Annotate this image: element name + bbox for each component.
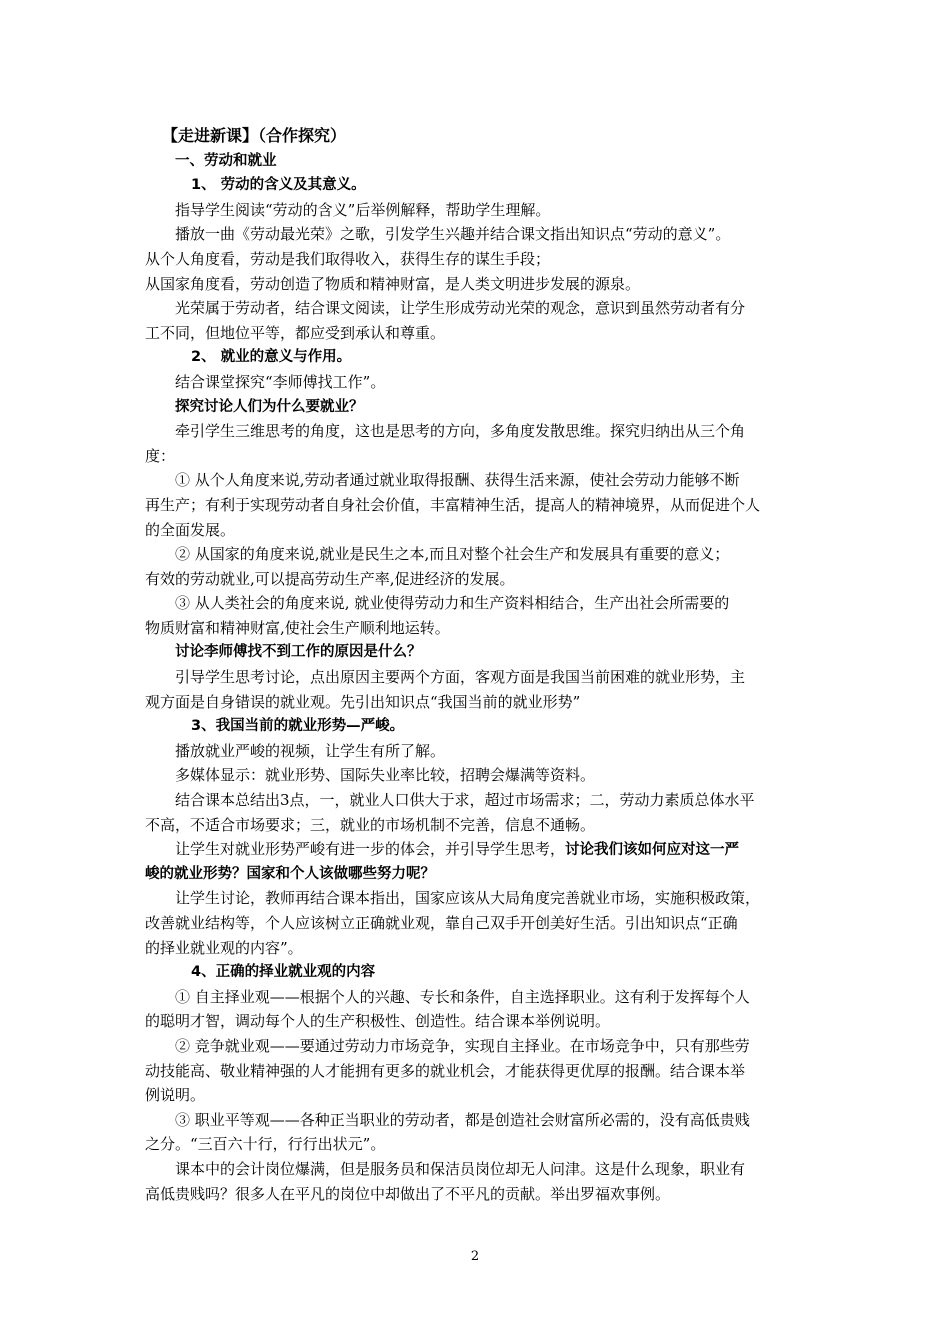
text-run: 让学生对就业形势严峻有进一步的体会，并引导学生思考， — [175, 840, 566, 859]
text-line: 工不同，但地位平等，都应受到承认和尊重。 — [145, 323, 446, 342]
text-line: 播放就业严峻的视频，让学生有所了解。 — [175, 741, 446, 760]
text-line: 例说明。 — [145, 1086, 206, 1105]
text-line: 再生产；有利于实现劳动者自身社会价值，丰富精神生活，提高人的精神境界，从而促进个人 — [145, 495, 761, 514]
text-line: 不高，不适合市场要求；三，就业的市场机制不完善，信息不通畅。 — [145, 815, 596, 834]
text-line: 3、我国当前的就业形势—严峻。 — [191, 718, 405, 735]
text-line: 结合课本总结出3点，一，就业人口供大于求，超过市场需求；二，劳动力素质总体水平 — [175, 791, 755, 810]
text-line: 让学生讨论，教师再结合课本指出，国家应该从大局角度完善就业市场，实施积极政策， — [175, 889, 761, 908]
text-line: 牵引学生三维思考的角度，这也是思考的方向，多角度发散思维。探究归纳出从三个角 — [175, 422, 746, 441]
text-line: 【走进新课】（合作探究） — [162, 126, 347, 145]
text-line: 之分。“三百六十行，行行出状元”。 — [145, 1135, 386, 1154]
text-line: 光荣属于劳动者，结合课文阅读，让学生形成劳动光荣的观念，意识到虽然劳动者有分 — [175, 299, 746, 318]
text-line: 2、 就业的意义与作用。 — [191, 349, 352, 366]
text-line: 播放一曲《劳动最光荣》之歌，引发学生兴趣并结合课文指出知识点“劳动的意义”。 — [175, 225, 731, 244]
text-line: 动技能高、敬业精神强的人才能拥有更多的就业机会，才能获得更优厚的报酬。结合课本举 — [145, 1061, 746, 1080]
document-body — [145, 124, 810, 1206]
text-line: 的聪明才智，调动每个人的生产积极性、创造性。结合课本举例说明。 — [145, 1012, 611, 1031]
text-line: ② 从国家的角度来说,就业是民生之本,而且对整个社会生产和发展具有重要的意义； — [175, 545, 730, 564]
text-line: ③ 从人类社会的角度来说, 就业使得劳动力和生产资料相结合，生产出社会所需要的 — [175, 594, 730, 613]
page-number: 2 — [470, 1249, 480, 1264]
text-line: 指导学生阅读“劳动的含义”后举例解释，帮助学生理解。 — [175, 200, 551, 219]
text-line: 多媒体显示：就业形势、国际失业率比较，招聘会爆满等资料。 — [175, 766, 596, 785]
text-line: 有效的劳动就业,可以提高劳动生产率,促进经济的发展。 — [145, 569, 515, 588]
text-line: ① 自主择业观——根据个人的兴趣、专长和条件，自主选择职业。这有利于发挥每个人 — [175, 987, 750, 1006]
text-line: 峻的就业形势？国家和个人该做哪些努力呢？ — [145, 865, 435, 882]
text-line: 观方面是自身错误的就业观。先引出知识点“我国当前的就业形势” — [145, 692, 581, 711]
text-line: ③ 职业平等观——各种正当职业的劳动者，都是创造社会财富所必需的，没有高低贵贱 — [175, 1110, 750, 1129]
text-line: 从个人角度看，劳动是我们取得收入，获得生存的谋生手段； — [145, 249, 551, 268]
text-line: 1、 劳动的含义及其意义。 — [191, 177, 366, 194]
text-line: 课本中的会计岗位爆满，但是服务员和保洁员岗位却无人问津。这是什么现象，职业有 — [175, 1159, 746, 1178]
bold-text-run: 讨论我们该如何应对这一严 — [565, 842, 740, 859]
text-line: 探究讨论人们为什么要就业？ — [175, 398, 364, 415]
text-line: 的择业就业观的内容”。 — [145, 938, 303, 957]
text-line: 的全面发展。 — [145, 520, 236, 539]
text-line: 改善就业结构等，个人应该树立正确就业观，靠自己双手开创美好生活。引出知识点“正确 — [145, 914, 738, 932]
text-line: 度： — [145, 446, 176, 465]
text-line: 引导学生思考讨论，点出原因主要两个方面，客观方面是我国当前困难的就业形势，主 — [175, 668, 746, 687]
text-line: 4、正确的择业就业观的内容 — [191, 964, 376, 981]
text-line: 一、劳动和就业 — [175, 152, 277, 169]
text-line: ② 竞争就业观——要通过劳动力市场竞争，实现自主择业。在市场竞争中，只有那些劳 — [175, 1036, 750, 1055]
text-line: 物质财富和精神财富,使社会生产顺利地运转。 — [145, 618, 450, 637]
text-line: 高低贵贱吗？很多人在平凡的岗位中却做出了不平凡的贡献。举出罗福欢事例。 — [145, 1184, 671, 1203]
text-line: 从国家角度看，劳动创造了物质和精神财富，是人类文明进步发展的源泉。 — [145, 274, 641, 293]
text-line: 讨论李师傅找不到工作的原因是什么？ — [175, 644, 422, 661]
text-line: 结合课堂探究“李师傅找工作”。 — [175, 372, 386, 391]
text-line: ① 从个人角度来说,劳动者通过就业取得报酬、获得生活来源，使社会劳动力能够不断 — [175, 471, 740, 490]
text-line — [145, 837, 810, 862]
